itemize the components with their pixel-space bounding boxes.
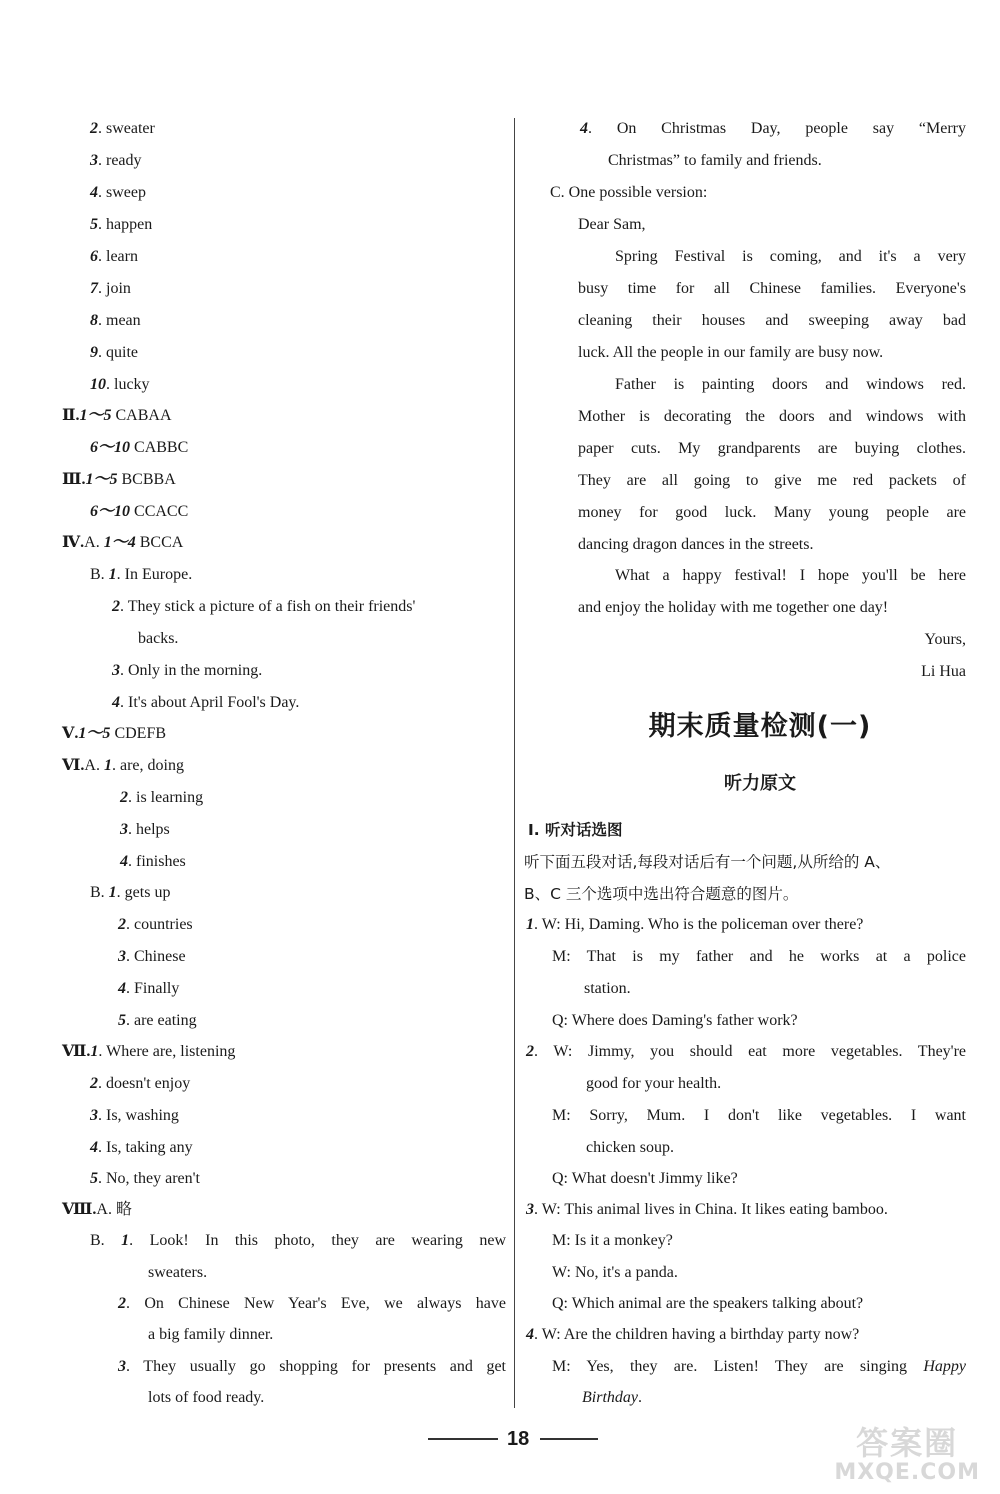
- line-text: M: Sorry, Mum. I don't like vegetables. I want: [552, 1107, 966, 1124]
- item-number: 1: [103, 757, 112, 774]
- item-number: 6～10: [90, 503, 131, 520]
- item-number: 2: [112, 598, 120, 615]
- sub-part-label: A.: [84, 757, 104, 774]
- answer-line: [608, 151, 822, 171]
- answer-line: [62, 406, 172, 426]
- answer-line: [90, 119, 155, 139]
- answer-line: [90, 1106, 179, 1126]
- line-text: . are, doing: [111, 757, 184, 774]
- line-text: Q: Which animal are the speakers talking about?: [552, 1295, 864, 1312]
- dialog-line: [552, 947, 966, 967]
- line-text: . Look! In this photo, they are wearing new: [129, 1232, 506, 1249]
- line-text: . They stick a picture of a fish on their friends': [120, 598, 416, 615]
- line-text: .: [638, 1389, 642, 1406]
- answer-line: [90, 247, 138, 267]
- line-text: Li Hua: [921, 663, 966, 680]
- line-text: . quite: [98, 344, 138, 361]
- item-number: 3: [112, 662, 120, 679]
- sub-part-label: A.: [96, 1201, 116, 1218]
- answer-line: [90, 1138, 193, 1158]
- item-number: 5: [118, 1012, 126, 1029]
- dialog-line: [552, 1357, 966, 1377]
- line-text: Christmas” to family and friends.: [608, 152, 822, 169]
- line-text: station.: [584, 980, 631, 997]
- item-number: 4: [90, 1139, 98, 1156]
- line-text: chicken soup.: [586, 1139, 674, 1156]
- line-text: M: Yes, they are. Listen! They are singing: [552, 1358, 924, 1375]
- item-number: 6: [90, 248, 98, 265]
- answer-line: [118, 947, 186, 967]
- answer-line: [90, 1074, 190, 1094]
- answer-line: [138, 629, 178, 649]
- line-text: backs.: [138, 630, 179, 647]
- item-number: 1: [90, 1043, 99, 1060]
- answer-line: [90, 343, 138, 363]
- answer-line: [921, 662, 966, 682]
- answer-line: [62, 470, 176, 490]
- item-number: 1～5: [79, 407, 112, 424]
- roman-numeral: Ⅲ.: [62, 471, 86, 488]
- dialog-line: [526, 915, 863, 935]
- item-number: 3: [526, 1201, 534, 1218]
- line-text: BCCA: [135, 534, 184, 551]
- dialog-line: [584, 979, 631, 999]
- line-text: Father is painting doors and windows red.: [615, 376, 966, 393]
- line-text: Q: What doesn't Jimmy like?: [552, 1170, 738, 1187]
- answer-line: [578, 279, 966, 299]
- line-text: . join: [98, 280, 131, 297]
- dialog-line: [582, 1388, 642, 1408]
- line-text: . learn: [98, 248, 138, 265]
- italic-text: Happy: [923, 1358, 966, 1375]
- footer-ornament-left: [428, 1438, 498, 1440]
- left-column: [0, 0, 512, 1440]
- item-number: 3: [90, 152, 98, 169]
- line-text: luck. All the people in our family are busy now.: [578, 344, 884, 361]
- line-text: good for your health.: [586, 1075, 722, 1092]
- item-number: 2: [90, 1075, 98, 1092]
- answer-line: [615, 247, 966, 267]
- roman-numeral: Ⅳ.: [62, 534, 85, 551]
- answer-line: [90, 565, 192, 585]
- line-text: . On Christmas Day, people say “Merry: [588, 120, 966, 137]
- watermark-logo: [834, 1418, 980, 1485]
- line-text: . mean: [98, 312, 141, 329]
- answer-line: [120, 852, 186, 872]
- footer-ornament-right: [540, 1438, 598, 1440]
- section-title: 期末质量检测(一): [648, 711, 872, 742]
- item-number: 4: [120, 853, 128, 870]
- item-number: 1～4: [103, 534, 136, 551]
- sub-part-label: B.: [90, 566, 109, 583]
- answer-line: [924, 630, 966, 650]
- sub-part-label: B.: [90, 1232, 122, 1249]
- line-text: Yours,: [924, 631, 966, 648]
- item-number: 1: [108, 884, 117, 901]
- line-text: 略: [115, 1201, 132, 1218]
- roman-numeral: Ⅵ.: [62, 757, 85, 774]
- answer-line: [578, 471, 966, 491]
- line-text: sweaters.: [148, 1264, 208, 1281]
- item-number: 2: [118, 916, 126, 933]
- answer-line: [550, 183, 707, 203]
- dialog-line: [526, 1200, 888, 1220]
- section-subtitle: 听力原文: [724, 773, 796, 794]
- line-text: . W: Hi, Daming. Who is the policeman over there?: [534, 916, 864, 933]
- dialog-line: [552, 1169, 738, 1189]
- column-divider: [514, 118, 515, 1408]
- listening-part-heading: Ⅰ. 听对话选图: [528, 821, 623, 839]
- right-column: [520, 0, 1000, 1440]
- line-text: . sweater: [98, 120, 155, 137]
- item-number: 3: [118, 1358, 126, 1375]
- roman-numeral: Ⅱ.: [62, 407, 80, 424]
- item-number: 1～5: [78, 725, 111, 742]
- answer-line: [90, 215, 152, 235]
- line-text: . Chinese: [126, 948, 186, 965]
- answer-line: [62, 533, 183, 553]
- item-number: 3: [120, 821, 128, 838]
- dialog-line: [526, 1042, 966, 1062]
- line-text: . On Chinese New Year's Eve, we always have: [126, 1295, 506, 1312]
- answer-line: [62, 1200, 132, 1220]
- item-number: 8: [90, 312, 98, 329]
- line-text: What a happy festival! I hope you'll be here: [615, 567, 966, 584]
- line-text: M: Is it a monkey?: [552, 1232, 673, 1249]
- page-number: 18: [507, 1428, 530, 1450]
- line-text: a big family dinner.: [148, 1326, 274, 1343]
- instruction-text: B、C 三个选项中选出符合题意的图片。: [524, 885, 799, 903]
- item-number: 9: [90, 344, 98, 361]
- answer-line: [118, 1011, 197, 1031]
- line-text: BCBBA: [117, 471, 176, 488]
- answer-line: [90, 1231, 506, 1251]
- roman-numeral: Ⅴ.: [62, 725, 79, 742]
- answer-line: [148, 1263, 207, 1283]
- answer-line: [580, 119, 966, 139]
- italic-text: Birthday: [582, 1389, 638, 1406]
- item-number: 4: [118, 980, 126, 997]
- item-number: 2: [90, 120, 98, 137]
- answer-line: [118, 1294, 506, 1314]
- line-text: . doesn't enjoy: [98, 1075, 191, 1092]
- item-number: 4: [526, 1326, 534, 1343]
- line-text: . Finally: [126, 980, 180, 997]
- line-text: paper cuts. My grandparents are buying clothes.: [578, 440, 966, 457]
- item-number: 4: [112, 694, 120, 711]
- line-text: CCACC: [130, 503, 189, 520]
- line-text: . lucky: [106, 376, 150, 393]
- dialog-line: [552, 1011, 798, 1031]
- answer-line: [112, 693, 299, 713]
- line-text: . In Europe.: [116, 566, 193, 583]
- line-text: . ready: [98, 152, 142, 169]
- line-text: dancing dragon dances in the streets.: [578, 536, 814, 553]
- line-text: . sweep: [98, 184, 146, 201]
- line-text: . W: Jimmy, you should eat more vegetables. They're: [534, 1043, 966, 1060]
- dialog-line: [552, 1106, 966, 1126]
- line-text: . Is, taking any: [98, 1139, 193, 1156]
- answer-line: [90, 311, 141, 331]
- line-text: . happen: [98, 216, 153, 233]
- watermark-line2: MXQE.COM: [834, 1460, 980, 1485]
- roman-numeral: Ⅷ.: [62, 1201, 97, 1218]
- answer-line: [90, 183, 146, 203]
- answer-line: [118, 1357, 506, 1377]
- answer-line: [578, 343, 883, 363]
- dialog-line: [552, 1263, 678, 1283]
- roman-numeral: Ⅶ.: [62, 1043, 91, 1060]
- line-text: C. One possible version:: [550, 184, 708, 201]
- item-number: 2: [118, 1295, 126, 1312]
- answer-line: [578, 407, 966, 427]
- answer-line: [118, 979, 179, 999]
- line-text: . Where are, listening: [98, 1043, 236, 1060]
- answer-line: [578, 503, 966, 523]
- answer-line: [148, 1388, 264, 1408]
- line-text: . W: This animal lives in China. It likes eating bamboo.: [534, 1201, 888, 1218]
- item-number: 5: [90, 1170, 98, 1187]
- item-number: 1: [121, 1232, 130, 1249]
- answer-line: [90, 279, 131, 299]
- dialog-line: [552, 1294, 863, 1314]
- item-number: 7: [90, 280, 98, 297]
- answer-line: [90, 502, 188, 522]
- answer-line: [578, 598, 888, 618]
- line-text: lots of food ready.: [148, 1389, 265, 1406]
- line-text: . It's about April Fool's Day.: [120, 694, 300, 711]
- line-text: . countries: [126, 916, 193, 933]
- sub-part-label: B.: [90, 884, 109, 901]
- line-text: M: That is my father and he works at a police: [552, 948, 966, 965]
- answer-line: [112, 597, 415, 617]
- line-text: cleaning their houses and sweeping away bad: [578, 312, 966, 329]
- instruction-text: 听下面五段对话,每段对话后有一个问题,从所给的 A、: [524, 853, 891, 871]
- item-number: 3: [90, 1107, 98, 1124]
- item-number: 4: [90, 184, 98, 201]
- line-text: . W: Are the children having a birthday party now?: [534, 1326, 860, 1343]
- item-number: 1～5: [85, 471, 118, 488]
- line-text: . Is, washing: [98, 1107, 179, 1124]
- line-text: . is learning: [128, 789, 204, 806]
- line-text: CABAA: [111, 407, 172, 424]
- line-text: They are all going to give me red packets of: [578, 472, 966, 489]
- item-number: 2: [526, 1043, 534, 1060]
- item-number: 6～10: [90, 439, 131, 456]
- answer-line: [62, 756, 184, 776]
- line-text: W: No, it's a panda.: [552, 1264, 678, 1281]
- line-text: . finishes: [128, 853, 186, 870]
- answer-line: [90, 438, 188, 458]
- line-text: Dear Sam,: [578, 216, 646, 233]
- line-text: Spring Festival is coming, and it's a very: [615, 248, 966, 265]
- line-text: Q: Where does Daming's father work?: [552, 1012, 798, 1029]
- answer-line: [90, 1169, 200, 1189]
- line-text: Mother is decorating the doors and windows with: [578, 408, 966, 425]
- answer-line: [90, 151, 142, 171]
- answer-line: [112, 661, 262, 681]
- line-text: CABBC: [130, 439, 189, 456]
- line-text: and enjoy the holiday with me together one day!: [578, 599, 889, 616]
- answer-line: [578, 311, 966, 331]
- item-number: 1: [108, 566, 117, 583]
- dialog-line: [526, 1325, 859, 1345]
- answer-line: [120, 820, 170, 840]
- line-text: . gets up: [116, 884, 171, 901]
- line-text: . Only in the morning.: [120, 662, 263, 679]
- answer-line: [615, 375, 966, 395]
- answer-line: [62, 724, 166, 744]
- answer-line: [148, 1325, 273, 1345]
- answer-line: [118, 915, 193, 935]
- item-number: 10: [90, 376, 106, 393]
- item-number: 3: [118, 948, 126, 965]
- answer-line: [578, 439, 966, 459]
- line-text: . They usually go shopping for presents and get: [126, 1358, 506, 1375]
- dialog-line: [586, 1138, 674, 1158]
- answer-line: [90, 883, 170, 903]
- item-number: 2: [120, 789, 128, 806]
- answer-line: [578, 535, 813, 555]
- watermark-line1: 答案圈: [856, 1424, 959, 1462]
- answer-line: [615, 566, 966, 586]
- line-text: CDEFB: [110, 725, 167, 742]
- dialog-line: [552, 1231, 673, 1251]
- line-text: money for good luck. Many young people are: [578, 504, 966, 521]
- item-number: 4: [580, 120, 588, 137]
- line-text: . helps: [128, 821, 170, 838]
- answer-line: [90, 375, 150, 395]
- line-text: . No, they aren't: [98, 1170, 200, 1187]
- answer-line: [62, 1042, 235, 1062]
- line-text: busy time for all Chinese families. Everyone's: [578, 280, 966, 297]
- sub-part-label: A.: [84, 534, 104, 551]
- line-text: . are eating: [126, 1012, 197, 1029]
- answer-line: [578, 215, 646, 235]
- dialog-line: [586, 1074, 721, 1094]
- item-number: 1: [526, 916, 534, 933]
- item-number: 5: [90, 216, 98, 233]
- answer-line: [120, 788, 203, 808]
